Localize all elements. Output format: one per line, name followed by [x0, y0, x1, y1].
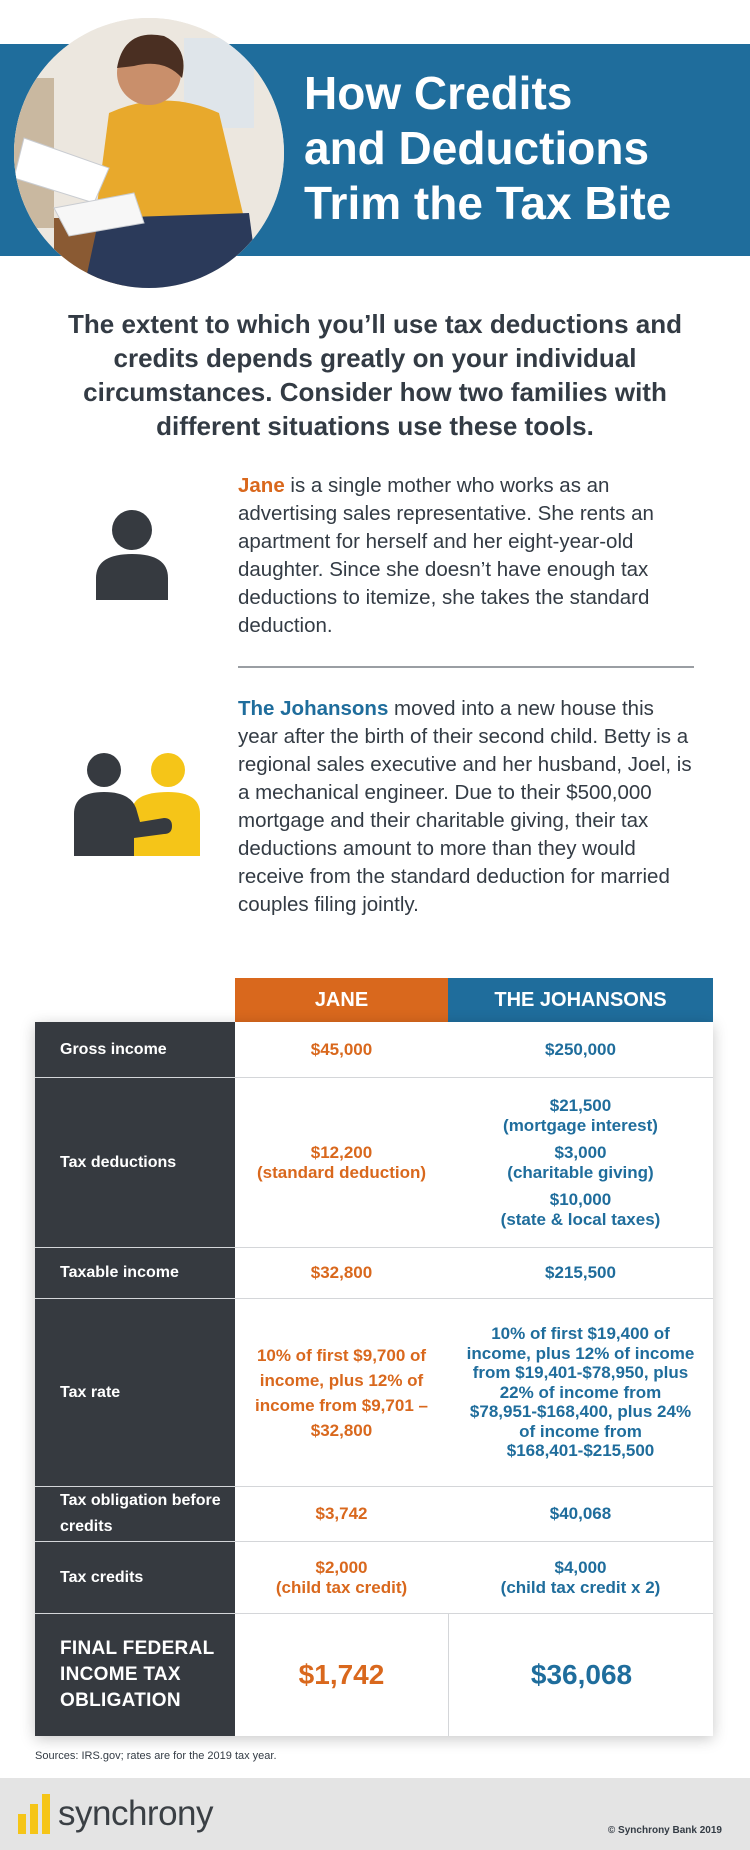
- jane-tax-rate: [235, 1299, 448, 1486]
- johansons-tax-obligation: $40,068: [549, 1504, 612, 1523]
- table-row-tax-rate: [35, 1299, 713, 1487]
- person-icon: [92, 508, 172, 600]
- jane-text: is a single mother who works as an advertising sales representative. She rents an apartment for herself and her eight-year-old daughter. Since she doesn’t have enough tax deductions to itemize, she takes the standard deduction.: [238, 474, 654, 637]
- table-row-tax-obligation: [35, 1487, 713, 1542]
- table-row-final-obligation: [35, 1614, 713, 1736]
- title-line: How Credits: [304, 67, 573, 119]
- profile-divider: [238, 666, 694, 668]
- johansons-description: [238, 695, 698, 919]
- copyright: © Synchrony Bank 2019: [607, 1825, 722, 1836]
- row-label: Tax obligation before credits: [60, 1492, 221, 1535]
- row-label: Tax deductions: [60, 1153, 177, 1171]
- credit-amount: $4,000: [554, 1557, 607, 1577]
- deduction-amount: $3,000: [554, 1142, 607, 1162]
- jane-tax-credits: [235, 1542, 448, 1613]
- credit-amount: $2,000: [315, 1557, 368, 1577]
- johansons-column-header: THE JOHANSONS: [448, 978, 713, 1022]
- johansons-gross-income: $250,000: [545, 1039, 616, 1059]
- logo-wordmark: synchrony: [58, 1794, 214, 1833]
- jane-description: [238, 472, 698, 640]
- page-title: [304, 66, 734, 231]
- title-line: and Deductions: [304, 122, 650, 174]
- tax-rate-text: 10% of first $19,400 of income, plus 12% of income from $19,401-$78,950, plus 22% of income from $78,951-$168,400, plus 24% of income from $168,401-$215,500: [466, 1324, 695, 1461]
- sources-note: Sources: IRS.gov; rates are for the 2019 tax year.: [35, 1750, 277, 1762]
- row-label: Gross income: [60, 1040, 167, 1058]
- table-row-tax-credits: [35, 1542, 713, 1614]
- deduction-amount: $10,000: [549, 1189, 612, 1209]
- credit-type: (child tax credit x 2): [500, 1577, 661, 1597]
- johansons-tax-rate: [448, 1299, 713, 1486]
- johansons-final-obligation: $36,068: [448, 1614, 714, 1736]
- tax-rate-text: 10% of first $9,700 of income, plus 12% of income from $9,701 – $32,800: [255, 1345, 428, 1440]
- deduction-amount: $21,500: [549, 1095, 612, 1115]
- deduction-amount: $12,200: [310, 1142, 373, 1162]
- jane-final-obligation: $1,742: [298, 1659, 385, 1690]
- johansons-name: The Johansons: [238, 697, 389, 720]
- row-label: Tax rate: [60, 1383, 121, 1401]
- table-row-taxable-income: [35, 1248, 713, 1299]
- jane-gross-income: $45,000: [310, 1039, 373, 1059]
- jane-tax-deductions: [235, 1078, 448, 1247]
- jane-name: Jane: [238, 474, 285, 497]
- synchrony-logo: [18, 1794, 213, 1834]
- couple-icon: [74, 752, 202, 856]
- deduction-type: (mortgage interest): [503, 1115, 658, 1135]
- johansons-tax-credits: [448, 1542, 713, 1613]
- row-label: FINAL FEDERAL INCOME TAX OBLIGATION: [60, 1638, 215, 1711]
- intro-paragraph: The extent to which you’ll use tax deductions and credits depends greatly on your individual circumstances. Consider how two families with different situations use these tools.: [68, 309, 682, 441]
- jane-tax-obligation: $3,742: [315, 1504, 368, 1523]
- row-label: Tax credits: [60, 1568, 144, 1586]
- johansons-tax-deductions: [448, 1078, 713, 1247]
- table-row-tax-deductions: [35, 1078, 713, 1248]
- table-row-gross-income: [35, 1022, 713, 1078]
- woman-reading-documents-photo: [14, 18, 284, 288]
- jane-taxable-income: $32,800: [310, 1263, 373, 1282]
- deduction-type: (standard deduction): [256, 1162, 427, 1182]
- jane-column-header: JANE: [235, 978, 448, 1022]
- johansons-taxable-income: $215,500: [545, 1263, 616, 1282]
- row-label: Taxable income: [60, 1264, 179, 1281]
- synchrony-logo-mark: [18, 1794, 52, 1834]
- deduction-type: (charitable giving): [507, 1162, 654, 1182]
- deduction-type: (state & local taxes): [500, 1209, 661, 1229]
- johansons-text: moved into a new house this year after the birth of their second child. Betty is a regional sales executive and her husband, Joel, is a mechanical engineer. Due to their $500,000 mortgage and their charitable giving, their tax deductions amount to more than they would receive from the standard deduction for married couples filing jointly.: [238, 697, 692, 916]
- credit-type: (child tax credit): [275, 1577, 408, 1597]
- title-line: Trim the Tax Bite: [304, 177, 672, 229]
